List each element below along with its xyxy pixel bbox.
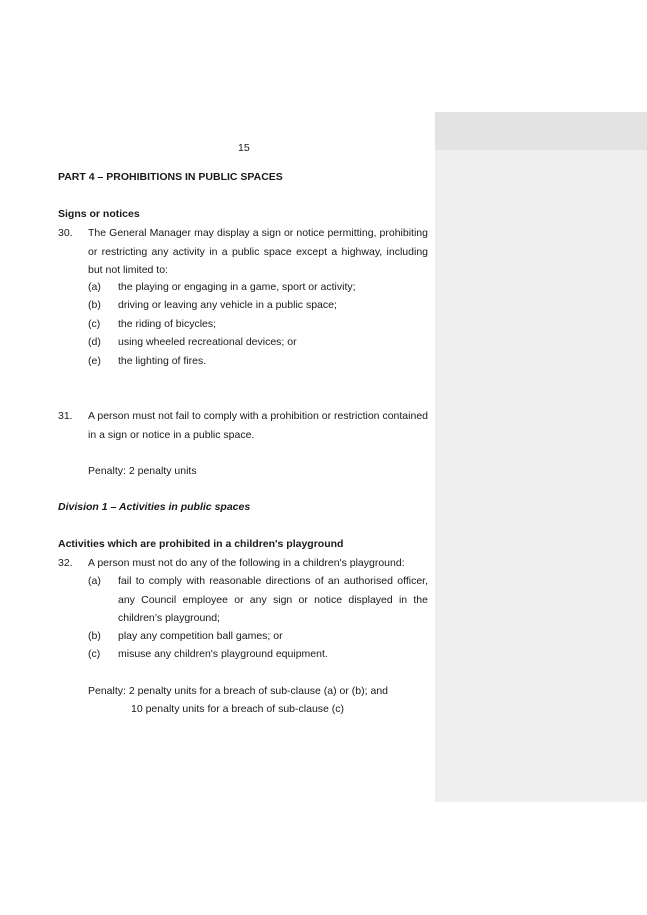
list-item-label: (c) — [88, 318, 101, 330]
clause-number-30: 30. — [58, 227, 73, 239]
list-item-text: the playing or engaging in a game, sport or activity; — [118, 281, 356, 293]
list-item-label: (a) — [88, 575, 101, 587]
clause-number-32: 32. — [58, 557, 73, 569]
clause-text-32: A person must not do any of the following in a children's playground: — [88, 557, 405, 569]
list-item-text: the lighting of fires. — [118, 355, 207, 367]
penalty-31: Penalty: 2 penalty units — [88, 465, 197, 477]
division-heading: Division 1 – Activities in public spaces — [58, 501, 251, 513]
clause-text-31: A person must not fail to comply with a prohibition or restriction contained in a sign or notice in a public space. — [88, 410, 428, 441]
clause-number-31: 31. — [58, 410, 73, 422]
section-heading-playground: Activities which are prohibited in a children's playground — [58, 538, 344, 550]
comment-pane-header — [435, 112, 647, 150]
list-item-label: (b) — [88, 630, 101, 642]
penalty-32-line-2: 10 penalty units for a breach of sub-clause (c) — [131, 703, 345, 715]
list-item-text: play any competition ball games; or — [118, 630, 283, 642]
list-item-label: (d) — [88, 336, 101, 348]
list-item-text: using wheeled recreational devices; or — [118, 336, 297, 348]
list-item-label: (b) — [88, 299, 101, 311]
page-number: 15 — [238, 142, 250, 154]
list-item-text: fail to comply with reasonable directions of an authorised officer, any Council employee or any sign or notice displayed in the children’s playground; — [118, 575, 428, 624]
list-item-text: misuse any children's playground equipment. — [118, 648, 328, 660]
list-item-text: the riding of bicycles; — [118, 318, 217, 330]
list-item-text: driving or leaving any vehicle in a public space; — [118, 299, 337, 311]
comment-margin-pane — [435, 112, 647, 802]
list-item-label: (c) — [88, 648, 101, 660]
clause-text-30: The General Manager may display a sign or notice permitting, prohibiting or restricting any activity in a public space except a highway, including but not limited to: — [88, 227, 428, 276]
list-item-label: (e) — [88, 355, 101, 367]
penalty-32-line-1: Penalty: 2 penalty units for a breach of sub-clause (a) or (b); and — [88, 685, 388, 697]
part-heading: PART 4 – PROHIBITIONS IN PUBLIC SPACES — [58, 171, 283, 183]
list-item-label: (a) — [88, 281, 101, 293]
section-heading-signs: Signs or notices — [58, 208, 140, 220]
